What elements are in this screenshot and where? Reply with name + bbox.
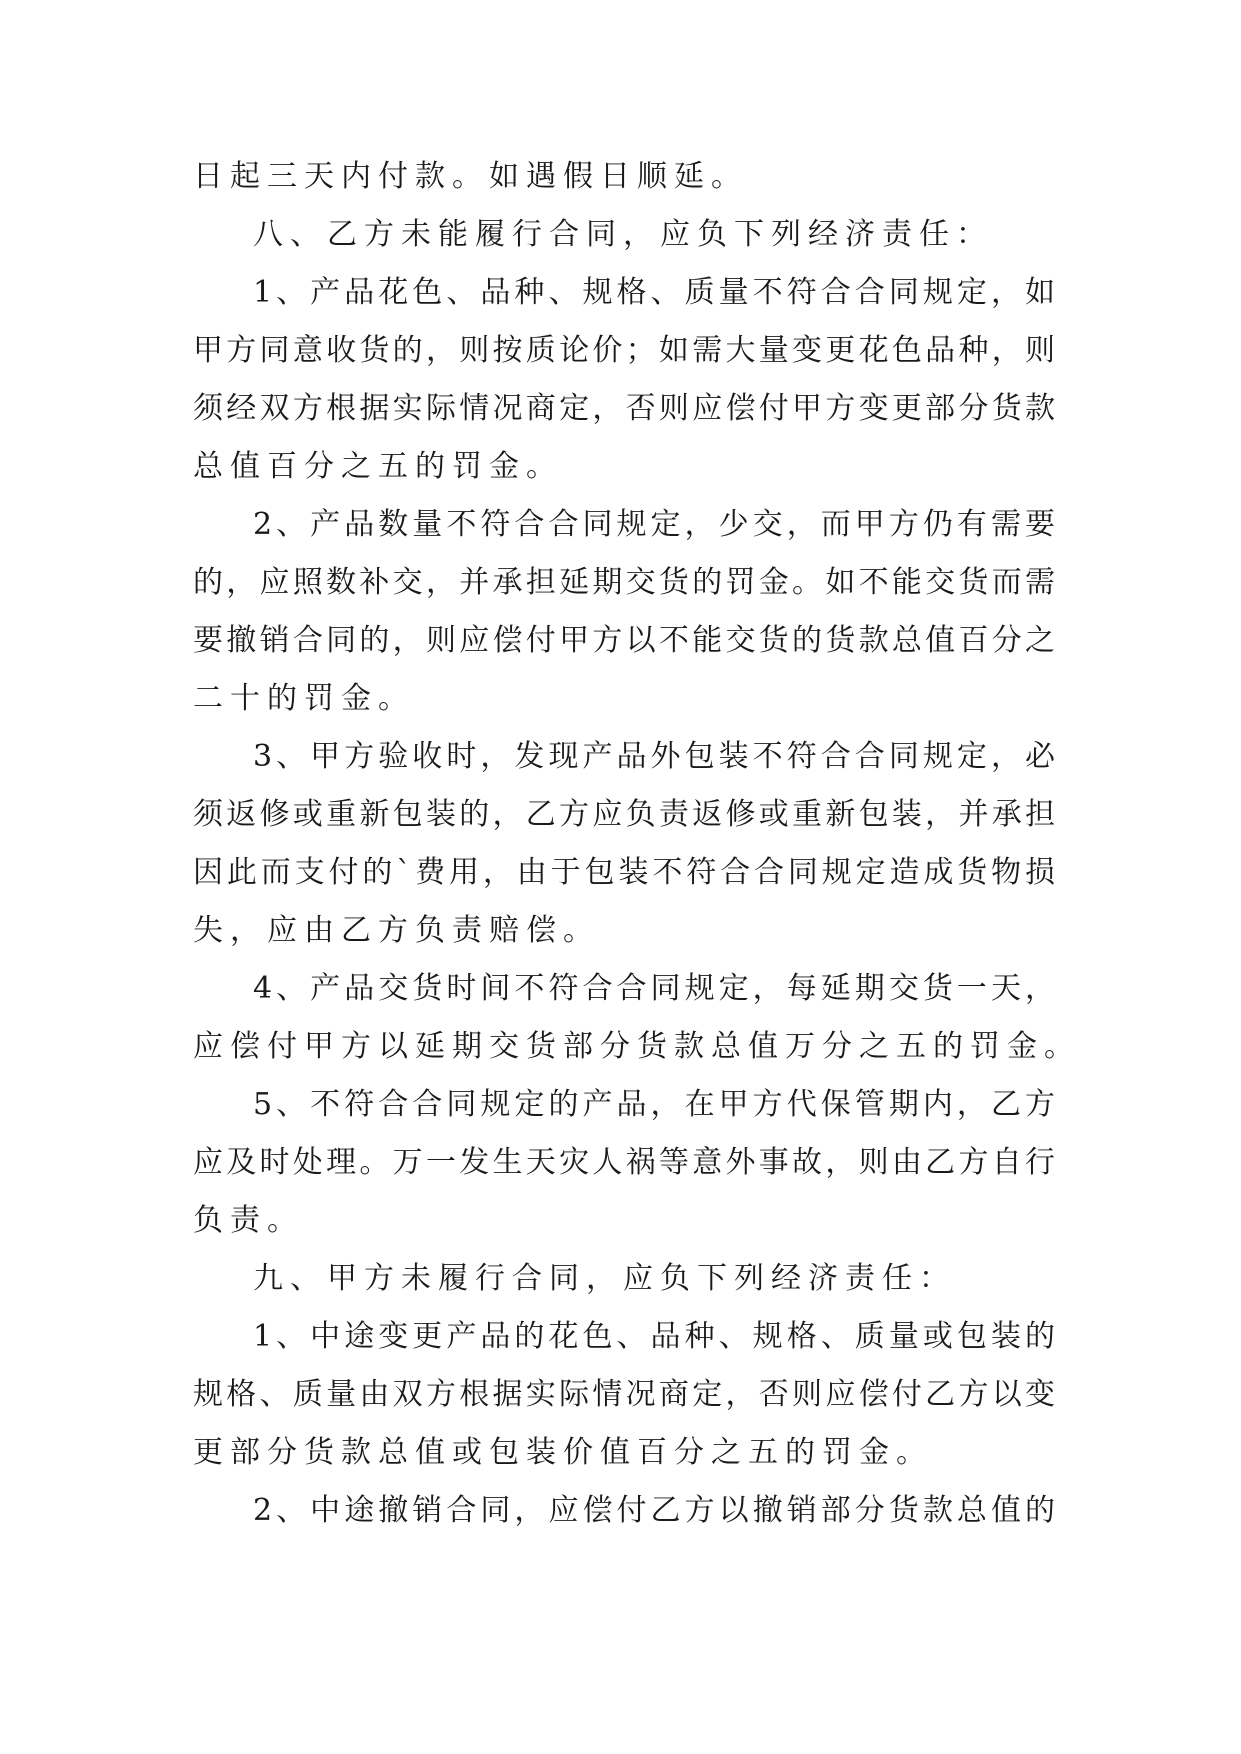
- section-heading: 九、甲方未履行合同，应负下列经济责任：: [253, 1261, 956, 1296]
- clause-line: 5、不符合合同规定的产品，在甲方代保管期内，乙方: [253, 1087, 1055, 1122]
- text-line: 总值百分之五的罚金。: [193, 449, 563, 484]
- text-line: 规格、质量由双方根据实际情况商定，否则应偿付乙方以变: [193, 1377, 1055, 1412]
- clause-line: 1、产品花色、品种、规格、质量不符合合同规定，如: [253, 275, 1055, 310]
- text-line: 须经双方根据实际情况商定，否则应偿付甲方变更部分货款: [193, 391, 1055, 426]
- clause-line: 4、产品交货时间不符合合同规定，每延期交货一天，: [253, 971, 1055, 1006]
- clause-line: 1、中途变更产品的花色、品种、规格、质量或包装的: [253, 1319, 1055, 1354]
- clause-line: 2、中途撤销合同，应偿付乙方以撤销部分货款总值的: [253, 1493, 1055, 1528]
- text-line: 负责。: [193, 1203, 304, 1238]
- text-line: 须返修或重新包装的，乙方应负责返修或重新包装，并承担: [193, 797, 1055, 832]
- text-line: 日起三天内付款。如遇假日顺延。: [193, 159, 748, 194]
- clause-line: 3、甲方验收时，发现产品外包装不符合合同规定，必: [253, 739, 1055, 774]
- text-line: 的，应照数补交，并承担延期交货的罚金。如不能交货而需: [193, 565, 1055, 600]
- text-line: 应偿付甲方以延期交货部分货款总值万分之五的罚金。: [193, 1029, 1081, 1064]
- text-line: 应及时处理。万一发生天灾人祸等意外事故，则由乙方自行: [193, 1145, 1055, 1180]
- text-line: 二十的罚金。: [193, 681, 415, 716]
- text-line: 甲方同意收货的，则按质论价；如需大量变更花色品种，则: [193, 333, 1055, 368]
- text-line: 因此而支付的`费用，由于包装不符合合同规定造成货物损: [193, 855, 1055, 890]
- text-line: 要撤销合同的，则应偿付甲方以不能交货的货款总值百分之: [193, 623, 1055, 658]
- text-line: 失，应由乙方负责赔偿。: [193, 913, 600, 948]
- section-heading: 八、乙方未能履行合同，应负下列经济责任：: [253, 217, 993, 252]
- clause-line: 2、产品数量不符合合同规定，少交，而甲方仍有需要: [253, 507, 1055, 542]
- text-line: 更部分货款总值或包装价值百分之五的罚金。: [193, 1435, 933, 1470]
